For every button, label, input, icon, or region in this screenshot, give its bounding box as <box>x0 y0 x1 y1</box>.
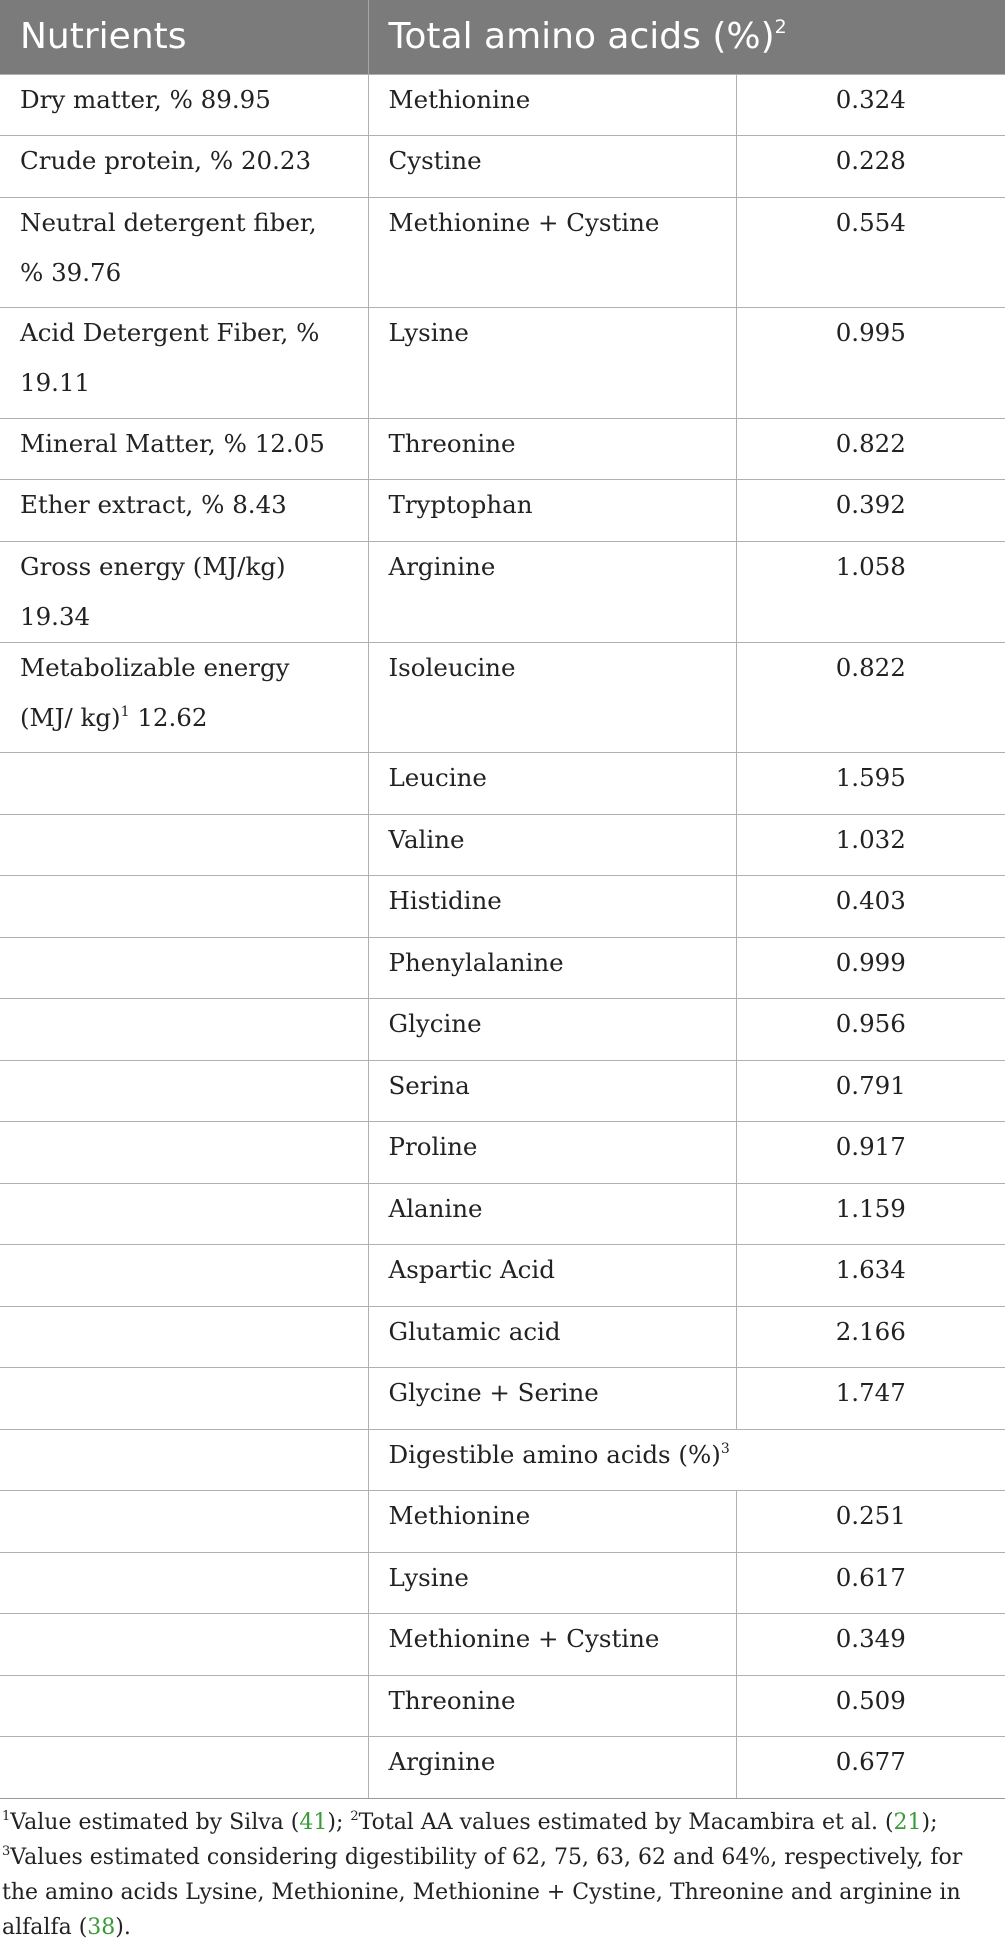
value-cell: 1.747 <box>736 1368 1005 1430</box>
nutrient-cell: Mineral Matter, % 12.05 <box>0 418 368 480</box>
value-cell: 1.032 <box>736 814 1005 876</box>
amino-acid-cell: Histidine <box>368 876 736 938</box>
amino-acid-cell: Serina <box>368 1060 736 1122</box>
value-cell: 0.324 <box>736 74 1005 136</box>
nutrient-cell: Gross energy (MJ/kg) 19.34 <box>0 541 368 642</box>
footnote-text: Total AA values estimated by Macambira et al. ( <box>358 1809 894 1835</box>
header-nutrients <box>0 0 368 74</box>
value-cell: 0.822 <box>736 418 1005 480</box>
nutrient-cell <box>0 814 368 876</box>
digestible-header-row <box>0 1429 1005 1491</box>
table-row <box>0 1245 1005 1307</box>
value-cell: 0.677 <box>736 1737 1005 1799</box>
value-cell: 0.403 <box>736 876 1005 938</box>
amino-acid-cell: Tryptophan <box>368 480 736 542</box>
header-nutrients-label: Nutrients <box>20 16 187 58</box>
table-row <box>0 74 1005 136</box>
amino-acid-cell: Phenylalanine <box>368 937 736 999</box>
header-total-amino-acids-label: Total amino acids (%) <box>388 16 775 58</box>
amino-acid-cell: Valine <box>368 814 736 876</box>
value-cell: 1.159 <box>736 1183 1005 1245</box>
value-cell: 0.617 <box>736 1552 1005 1614</box>
table-row <box>0 1060 1005 1122</box>
table-row <box>0 753 1005 815</box>
table-row <box>0 197 1005 308</box>
footnote-marker: 1 <box>120 703 130 720</box>
header-total-amino-acids <box>368 0 1005 74</box>
footnote-text: Values estimated considering digestibility of 62, 75, 63, 62 and 64%, respectively, for the amino acids Lysine, Methionine, Methionine + Cystine, Threonine and arginine in alfalfa ( <box>2 1844 963 1940</box>
footnote-text: ); <box>327 1809 351 1835</box>
value-cell: 1.058 <box>736 541 1005 642</box>
footnote-marker-2: 2 <box>350 1808 359 1824</box>
table-row <box>0 876 1005 938</box>
nutrient-cell: Ether extract, % 8.43 <box>0 480 368 542</box>
nutrient-cell <box>0 642 368 753</box>
footnote-marker-3: 3 <box>2 1843 11 1859</box>
table-row <box>0 1368 1005 1430</box>
value-cell: 0.822 <box>736 642 1005 753</box>
nutrient-cell: Crude protein, % 20.23 <box>0 136 368 198</box>
table-header <box>0 0 1005 74</box>
value-cell: 1.634 <box>736 1245 1005 1307</box>
amino-acid-cell: Cystine <box>368 136 736 198</box>
nutrient-cell <box>0 1060 368 1122</box>
nutrient-cell <box>0 876 368 938</box>
digestible-section-header <box>368 1429 1005 1491</box>
table-row <box>0 1614 1005 1676</box>
nutrient-cell <box>0 999 368 1061</box>
reference-link-38[interactable]: 38 <box>87 1914 116 1940</box>
amino-acid-cell: Threonine <box>368 1675 736 1737</box>
nutrient-cell <box>0 1429 368 1491</box>
amino-acid-cell: Methionine + Cystine <box>368 197 736 308</box>
value-cell: 0.228 <box>736 136 1005 198</box>
footnote-text: Value estimated by Silva ( <box>10 1809 300 1835</box>
value-cell: 0.917 <box>736 1122 1005 1184</box>
digestible-section-label: Digestible amino acids (%) <box>388 1439 721 1469</box>
amino-acid-cell: Arginine <box>368 541 736 642</box>
footnote-text: ). <box>115 1914 131 1940</box>
nutrient-cell <box>0 1183 368 1245</box>
table-row <box>0 308 1005 419</box>
nutrient-cell <box>0 1675 368 1737</box>
amino-acid-cell: Methionine <box>368 74 736 136</box>
table-row <box>0 1737 1005 1799</box>
nutrient-cell <box>0 1306 368 1368</box>
value-cell: 0.392 <box>736 480 1005 542</box>
nutrient-cell <box>0 1737 368 1799</box>
table-row <box>0 136 1005 198</box>
amino-acid-cell: Alanine <box>368 1183 736 1245</box>
header-row <box>0 0 1005 74</box>
nutrient-cell: Acid Detergent Fiber, % 19.11 <box>0 308 368 419</box>
value-cell: 0.509 <box>736 1675 1005 1737</box>
nutrient-cell: Neutral detergent fiber, % 39.76 <box>0 197 368 308</box>
table-row <box>0 999 1005 1061</box>
reference-link-21[interactable]: 21 <box>893 1809 922 1835</box>
amino-acid-cell: Lysine <box>368 308 736 419</box>
amino-acid-cell: Glycine <box>368 999 736 1061</box>
footnote-text: ); <box>921 1809 938 1835</box>
table-row <box>0 418 1005 480</box>
table-row <box>0 541 1005 642</box>
value-cell: 0.349 <box>736 1614 1005 1676</box>
amino-acid-cell: Proline <box>368 1122 736 1184</box>
amino-acid-cell: Threonine <box>368 418 736 480</box>
nutrient-cell <box>0 1245 368 1307</box>
table-row <box>0 814 1005 876</box>
nutrient-cell <box>0 753 368 815</box>
nutrient-cell-text: Metabolizable energy (MJ/ kg) <box>20 652 290 732</box>
value-cell: 0.791 <box>736 1060 1005 1122</box>
table-row <box>0 1306 1005 1368</box>
value-cell: 0.554 <box>736 197 1005 308</box>
value-cell: 0.999 <box>736 937 1005 999</box>
amino-acid-cell: Glycine + Serine <box>368 1368 736 1430</box>
nutrient-cell <box>0 1122 368 1184</box>
footnote-marker-1: 1 <box>2 1808 11 1824</box>
nutrient-cell-value: 12.62 <box>129 702 208 732</box>
table-row <box>0 1122 1005 1184</box>
amino-acid-cell: Isoleucine <box>368 642 736 753</box>
amino-acid-cell: Arginine <box>368 1737 736 1799</box>
table-row <box>0 1675 1005 1737</box>
table-body <box>0 74 1005 1798</box>
footnote-marker: 3 <box>720 1440 730 1457</box>
amino-acid-cell: Aspartic Acid <box>368 1245 736 1307</box>
nutrient-cell <box>0 1552 368 1614</box>
nutrient-cell <box>0 1614 368 1676</box>
nutrient-cell: Dry matter, % 89.95 <box>0 74 368 136</box>
value-cell: 0.251 <box>736 1491 1005 1553</box>
amino-acid-cell: Methionine <box>368 1491 736 1553</box>
table-row <box>0 1491 1005 1553</box>
header-footnote-marker: 2 <box>774 16 787 39</box>
amino-acid-cell: Methionine + Cystine <box>368 1614 736 1676</box>
value-cell: 0.956 <box>736 999 1005 1061</box>
amino-acid-cell: Lysine <box>368 1552 736 1614</box>
value-cell: 2.166 <box>736 1306 1005 1368</box>
amino-acid-cell: Leucine <box>368 753 736 815</box>
table-row <box>0 642 1005 753</box>
nutrient-cell <box>0 937 368 999</box>
amino-acid-cell: Glutamic acid <box>368 1306 736 1368</box>
table-row <box>0 480 1005 542</box>
value-cell: 1.595 <box>736 753 1005 815</box>
table-row <box>0 1183 1005 1245</box>
table-row <box>0 937 1005 999</box>
table-row <box>0 1552 1005 1614</box>
value-cell: 0.995 <box>736 308 1005 419</box>
table-footnote <box>0 1799 1005 1945</box>
nutrient-cell <box>0 1368 368 1430</box>
reference-link-41[interactable]: 41 <box>299 1809 328 1835</box>
nutrient-cell <box>0 1491 368 1553</box>
